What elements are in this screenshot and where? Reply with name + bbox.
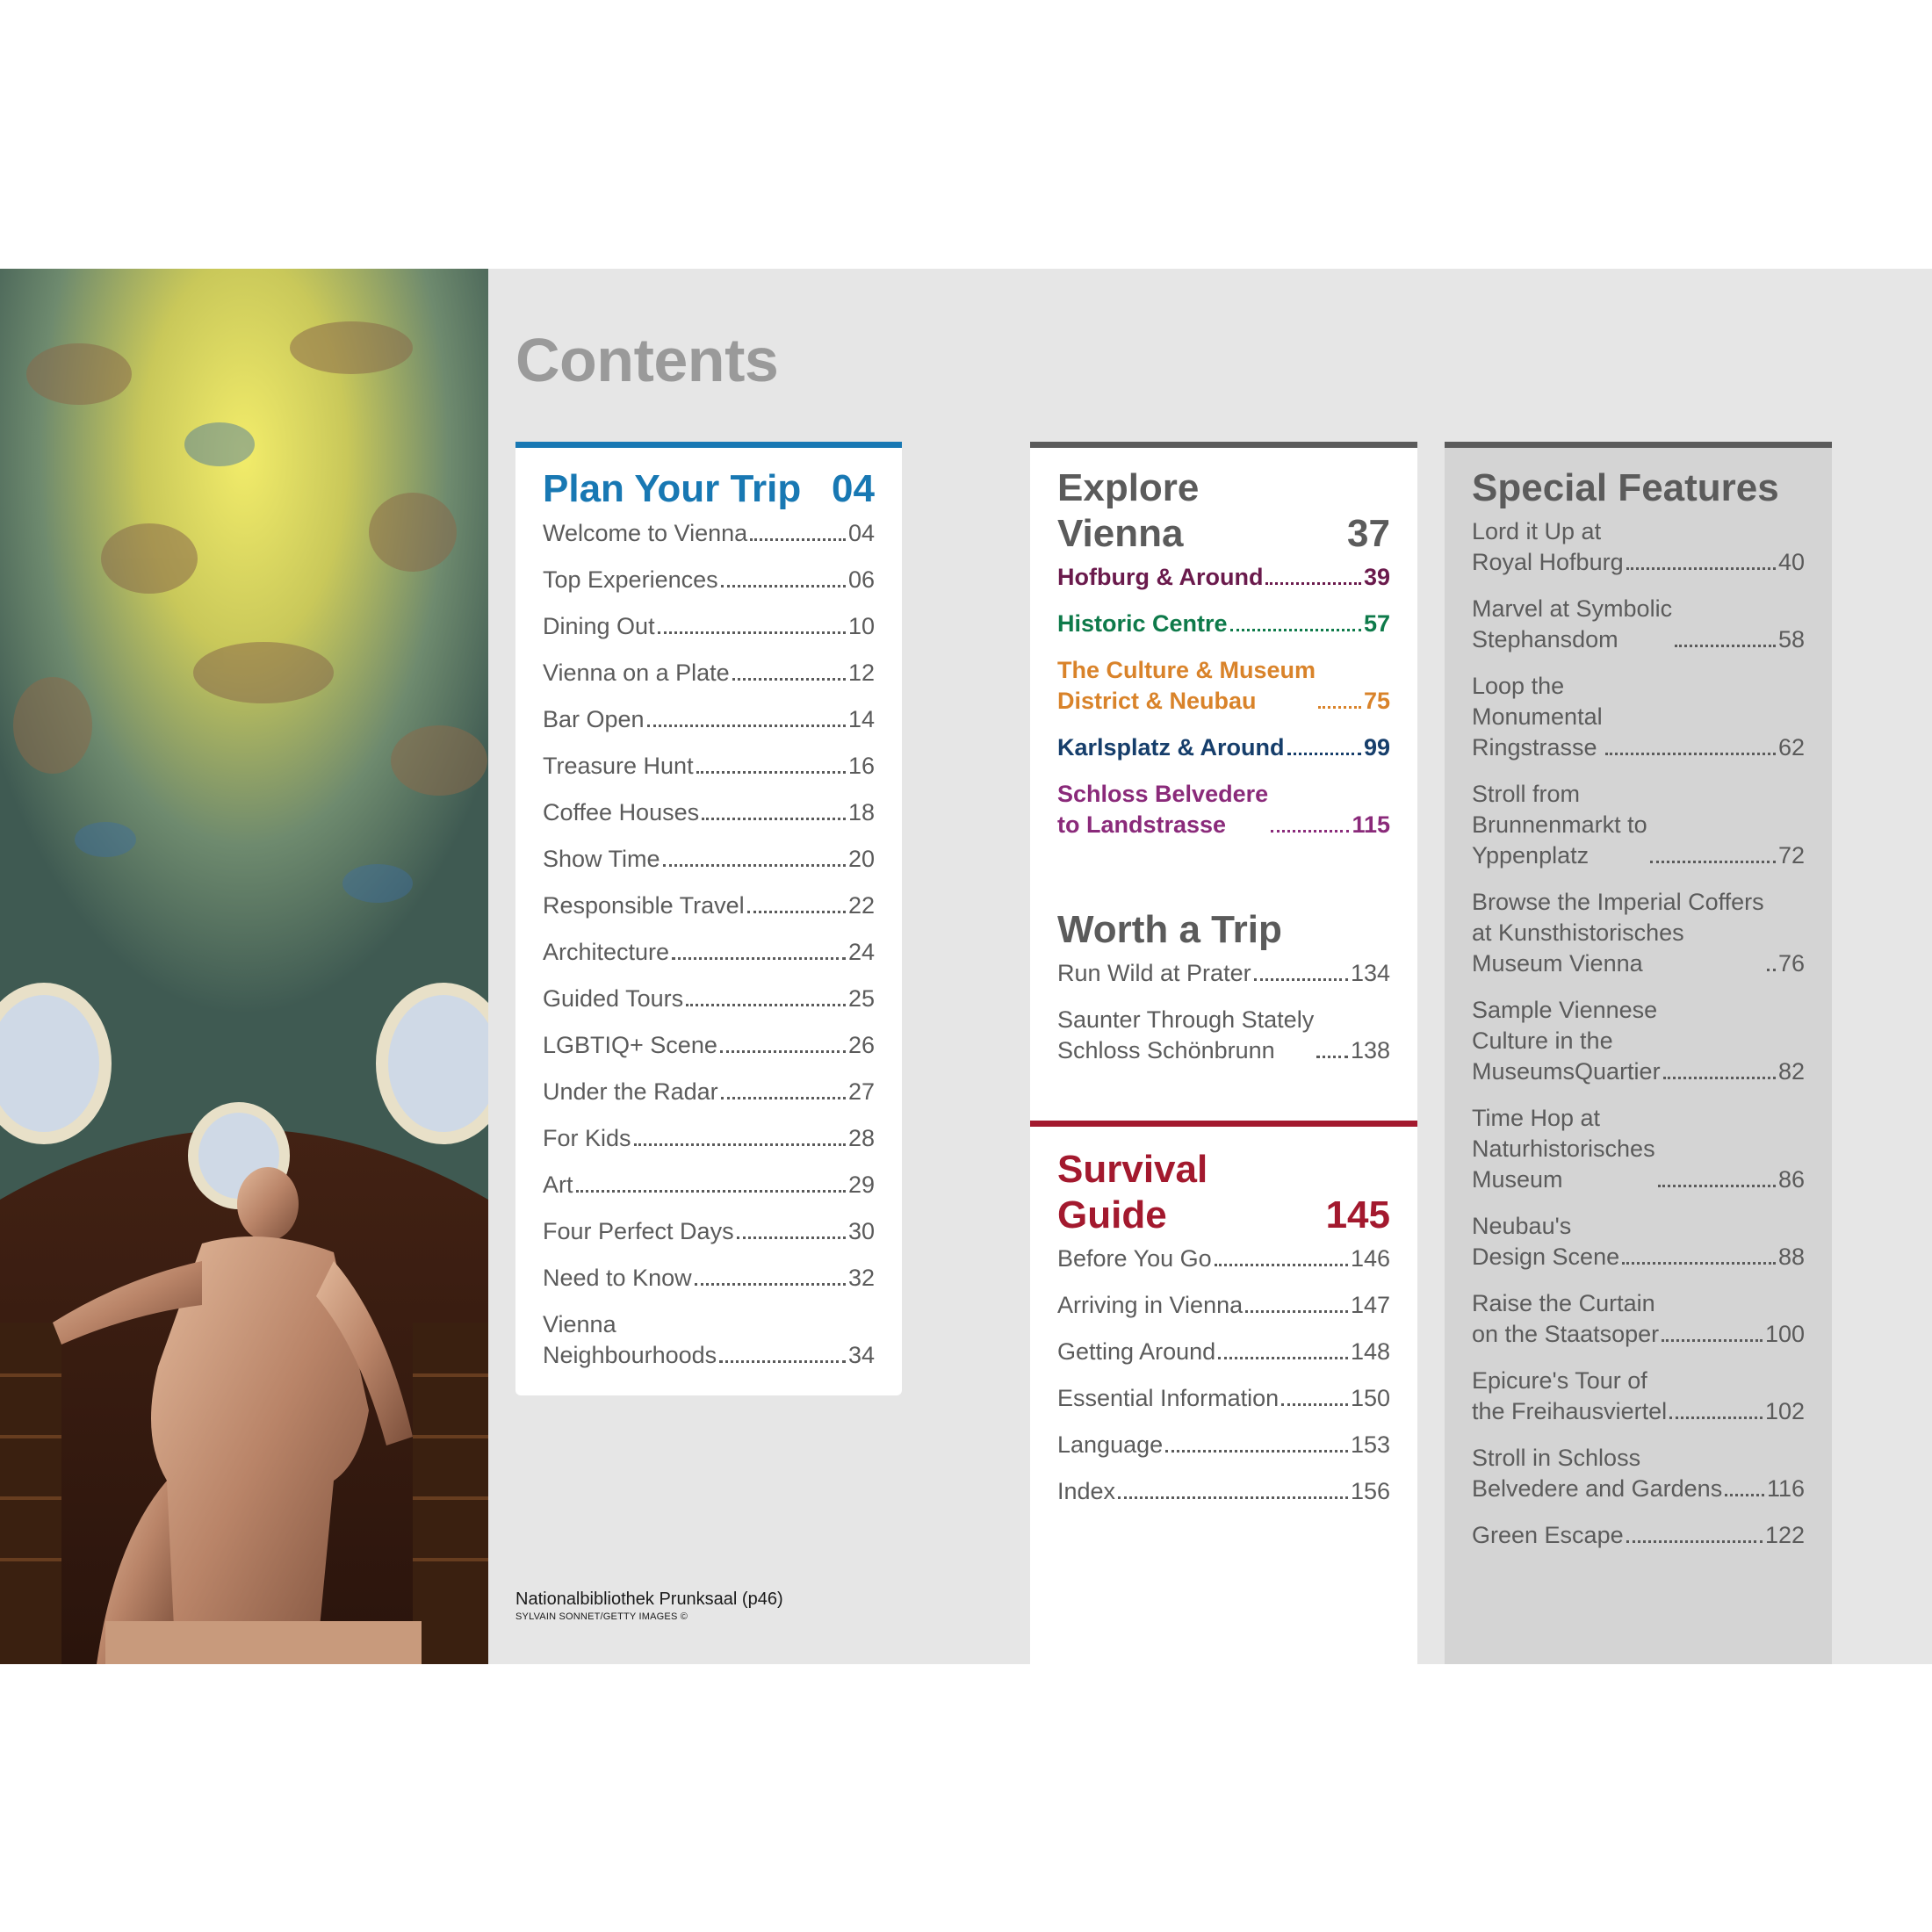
section-page: 04 bbox=[832, 467, 875, 510]
toc-entry[interactable] bbox=[543, 937, 875, 968]
toc-entry[interactable] bbox=[1472, 1211, 1805, 1272]
dot-leader bbox=[1669, 1417, 1763, 1419]
toc-entry[interactable] bbox=[543, 611, 875, 642]
toc-entry-page: 156 bbox=[1350, 1478, 1390, 1504]
toc-entry-page: 14 bbox=[847, 706, 875, 732]
dot-leader bbox=[1622, 1262, 1776, 1265]
dot-leader bbox=[1287, 753, 1361, 755]
plan-your-trip-panel bbox=[515, 442, 902, 1395]
toc-entry[interactable] bbox=[1057, 1337, 1390, 1367]
explore-vienna-list bbox=[1057, 562, 1390, 840]
toc-entry-page: 12 bbox=[847, 660, 875, 686]
dot-leader bbox=[1281, 1403, 1348, 1406]
toc-entry-page: 100 bbox=[1764, 1321, 1805, 1347]
toc-entry[interactable] bbox=[1057, 1430, 1390, 1460]
plan-your-trip-heading[interactable] bbox=[543, 465, 875, 513]
toc-entry-label: LGBTIQ+ Scene bbox=[543, 1032, 717, 1058]
dot-leader bbox=[702, 818, 846, 820]
toc-entry[interactable] bbox=[1472, 671, 1805, 763]
toc-entry-label: Four Perfect Days bbox=[543, 1218, 734, 1244]
section-title: Worth a Trip bbox=[1057, 908, 1282, 951]
toc-entry[interactable] bbox=[1472, 1366, 1805, 1427]
toc-entry-page: 18 bbox=[847, 799, 875, 825]
caption-title: Nationalbibliothek Prunksaal (p46) bbox=[515, 1590, 783, 1609]
toc-entry-label: Raise the Curtain on the Staatsoper bbox=[1472, 1290, 1660, 1347]
dot-leader bbox=[1245, 1310, 1348, 1313]
toc-entry-page: 30 bbox=[847, 1218, 875, 1244]
dot-leader bbox=[721, 1097, 846, 1099]
photo-caption bbox=[515, 1589, 783, 1624]
toc-entry-page: 10 bbox=[847, 613, 875, 639]
toc-entry-label: Guided Tours bbox=[543, 985, 684, 1012]
toc-entry[interactable] bbox=[543, 704, 875, 735]
worth-a-trip-heading bbox=[1057, 907, 1390, 953]
dot-leader bbox=[1165, 1450, 1348, 1453]
dot-leader bbox=[663, 864, 846, 867]
dot-leader bbox=[1316, 1056, 1348, 1058]
dot-leader bbox=[1650, 861, 1776, 863]
toc-entry[interactable] bbox=[1472, 1443, 1805, 1504]
dot-leader bbox=[1271, 830, 1349, 833]
dot-leader bbox=[1215, 1264, 1348, 1266]
dot-leader bbox=[647, 724, 846, 727]
toc-entry[interactable] bbox=[1057, 958, 1390, 989]
toc-entry-page: 115 bbox=[1352, 811, 1390, 838]
toc-entry-label: Karlsplatz & Around bbox=[1057, 734, 1285, 761]
toc-entry[interactable] bbox=[1472, 887, 1805, 979]
caption-credit: SYLVAIN SONNET/GETTY IMAGES © bbox=[515, 1611, 688, 1622]
dot-leader bbox=[1605, 753, 1776, 755]
toc-entry-page: 88 bbox=[1777, 1244, 1805, 1270]
toc-entry[interactable] bbox=[543, 1216, 875, 1247]
toc-entry-label: Time Hop at Naturhistorisches Museum bbox=[1472, 1105, 1655, 1193]
toc-entry-label: Under the Radar bbox=[543, 1078, 718, 1105]
toc-entry-page: 26 bbox=[847, 1032, 875, 1058]
toc-entry-page: 99 bbox=[1363, 734, 1390, 761]
dot-leader bbox=[1118, 1496, 1348, 1499]
toc-entry-page: 150 bbox=[1350, 1385, 1390, 1411]
toc-entry-label: Architecture bbox=[543, 939, 670, 965]
survival-guide-list bbox=[1057, 1244, 1390, 1507]
toc-entry-label: Dining Out bbox=[543, 613, 655, 639]
toc-entry-label: Epicure's Tour of the Freihausviertel bbox=[1472, 1367, 1668, 1424]
section-title: Survival Guide bbox=[1057, 1148, 1208, 1236]
section-page: 145 bbox=[1325, 1193, 1390, 1236]
toc-entry-page: 148 bbox=[1350, 1338, 1390, 1365]
toc-entry-page: 86 bbox=[1777, 1166, 1805, 1193]
dot-leader bbox=[686, 1004, 846, 1006]
toc-entry[interactable] bbox=[1057, 609, 1390, 639]
dot-leader bbox=[1663, 1077, 1776, 1079]
toc-entry-label: Art bbox=[543, 1171, 573, 1198]
toc-entry-label: For Kids bbox=[543, 1125, 631, 1151]
toc-entry-page: 72 bbox=[1777, 842, 1805, 869]
toc-entry-page: 06 bbox=[847, 566, 875, 593]
dot-leader bbox=[1675, 645, 1776, 647]
toc-entry[interactable] bbox=[1472, 516, 1805, 578]
toc-entry-page: 146 bbox=[1350, 1245, 1390, 1272]
toc-entry[interactable] bbox=[543, 1030, 875, 1061]
toc-entry-page: 34 bbox=[847, 1342, 875, 1368]
toc-entry[interactable] bbox=[543, 984, 875, 1014]
dot-leader bbox=[1254, 978, 1348, 981]
toc-entry-label: Bar Open bbox=[543, 706, 645, 732]
dot-leader bbox=[672, 957, 846, 960]
toc-entry[interactable] bbox=[543, 844, 875, 875]
section-page: 37 bbox=[1347, 512, 1390, 555]
toc-entry[interactable] bbox=[1057, 1383, 1390, 1414]
toc-entry-label: Treasure Hunt bbox=[543, 753, 694, 779]
toc-entry[interactable] bbox=[1472, 779, 1805, 871]
survival-guide-divider bbox=[1030, 1121, 1417, 1127]
toc-entry-label: Historic Centre bbox=[1057, 610, 1228, 637]
toc-entry-label: Welcome to Vienna bbox=[543, 520, 748, 546]
toc-entry-label: Loop the Monumental Ringstrasse bbox=[1472, 673, 1603, 761]
dot-leader bbox=[1767, 969, 1776, 971]
toc-entry-label: Vienna Neighbourhoods bbox=[543, 1311, 717, 1368]
dot-leader bbox=[696, 771, 846, 774]
toc-entry-label: Need to Know bbox=[543, 1265, 692, 1291]
toc-entry-page: 28 bbox=[847, 1125, 875, 1151]
toc-entry[interactable] bbox=[543, 658, 875, 688]
section-title: Plan Your Trip bbox=[543, 467, 802, 510]
special-features-panel bbox=[1445, 442, 1832, 1664]
toc-entry[interactable] bbox=[1057, 732, 1390, 763]
toc-entry[interactable] bbox=[543, 565, 875, 595]
dot-leader bbox=[721, 585, 846, 588]
dot-leader bbox=[737, 1236, 846, 1239]
section-title: Explore Vienna bbox=[1057, 466, 1200, 555]
dot-leader bbox=[1265, 582, 1361, 585]
toc-entry-label: Vienna on a Plate bbox=[543, 660, 730, 686]
toc-entry-label: Browse the Imperial Coffers at Kunsthistorisches Museum Vienna bbox=[1472, 889, 1764, 977]
contents-spread bbox=[0, 269, 1932, 1664]
toc-entry-label: Saunter Through Stately Schloss Schönbrunn bbox=[1057, 1006, 1315, 1063]
dot-leader bbox=[747, 911, 846, 913]
toc-entry[interactable] bbox=[1057, 1244, 1390, 1274]
toc-entry-label: Coffee Houses bbox=[543, 799, 700, 825]
dot-leader bbox=[1626, 567, 1776, 570]
dot-leader bbox=[750, 538, 846, 541]
dot-leader bbox=[1318, 706, 1361, 709]
toc-entry-page: 102 bbox=[1764, 1398, 1805, 1424]
toc-entry-label: Getting Around bbox=[1057, 1338, 1216, 1365]
toc-entry[interactable] bbox=[1472, 1288, 1805, 1350]
toc-entry-page: 22 bbox=[847, 892, 875, 919]
dot-leader bbox=[1218, 1357, 1348, 1359]
toc-entry[interactable] bbox=[543, 1123, 875, 1154]
toc-entry-label: Arriving in Vienna bbox=[1057, 1292, 1244, 1318]
toc-entry-label: Sample Viennese Culture in the MuseumsQuartier bbox=[1472, 997, 1661, 1085]
toc-entry-page: 75 bbox=[1363, 688, 1390, 714]
toc-entry-page: 39 bbox=[1363, 564, 1390, 590]
toc-entry-page: 58 bbox=[1777, 626, 1805, 652]
toc-entry[interactable] bbox=[543, 1077, 875, 1107]
dot-leader bbox=[634, 1143, 846, 1146]
dot-leader bbox=[719, 1360, 846, 1363]
dot-leader bbox=[1662, 1339, 1763, 1342]
toc-entry[interactable] bbox=[1472, 995, 1805, 1087]
toc-entry[interactable] bbox=[543, 751, 875, 782]
toc-entry-label: The Culture & Museum District & Neubau bbox=[1057, 657, 1316, 714]
library-statue-photo bbox=[0, 269, 488, 1664]
toc-entry-label: Language bbox=[1057, 1431, 1164, 1458]
toc-entry-label: Run Wild at Prater bbox=[1057, 960, 1251, 986]
toc-entry[interactable] bbox=[543, 1309, 875, 1371]
toc-entry-page: 04 bbox=[847, 520, 875, 546]
toc-entry[interactable] bbox=[1057, 1476, 1390, 1507]
dot-leader bbox=[1658, 1185, 1776, 1187]
special-features-heading bbox=[1472, 465, 1805, 511]
toc-entry-page: 25 bbox=[847, 985, 875, 1012]
dot-leader bbox=[1725, 1494, 1764, 1496]
dot-leader bbox=[658, 631, 846, 634]
toc-entry-page: 57 bbox=[1363, 610, 1390, 637]
toc-entry-page: 20 bbox=[847, 846, 875, 872]
toc-entry-page: 76 bbox=[1777, 950, 1805, 977]
toc-entry-label: Essential Information bbox=[1057, 1385, 1280, 1411]
toc-entry-page: 138 bbox=[1350, 1037, 1390, 1063]
survival-guide-heading[interactable] bbox=[1057, 1147, 1390, 1238]
toc-entry-label: Marvel at Symbolic Stephansdom bbox=[1472, 595, 1673, 652]
toc-entry[interactable] bbox=[1472, 594, 1805, 655]
toc-entry-label: Before You Go bbox=[1057, 1245, 1212, 1272]
toc-entry-page: 122 bbox=[1764, 1522, 1805, 1548]
toc-entry-label: Responsible Travel bbox=[543, 892, 745, 919]
toc-entry[interactable] bbox=[1057, 779, 1390, 840]
section-title: Special Features bbox=[1472, 466, 1779, 509]
toc-entry-page: 29 bbox=[847, 1171, 875, 1198]
toc-entry[interactable] bbox=[543, 1170, 875, 1200]
explore-vienna-heading[interactable] bbox=[1057, 465, 1390, 557]
toc-entry-label: Stroll in Schloss Belvedere and Gardens bbox=[1472, 1445, 1723, 1502]
dot-leader bbox=[732, 678, 846, 681]
toc-entry[interactable] bbox=[1472, 1103, 1805, 1195]
toc-entry[interactable] bbox=[1057, 1005, 1390, 1066]
toc-entry[interactable] bbox=[1057, 1290, 1390, 1321]
plan-your-trip-list bbox=[543, 518, 875, 1371]
dot-leader bbox=[1626, 1540, 1763, 1543]
toc-entry[interactable] bbox=[543, 797, 875, 828]
special-features-list bbox=[1472, 516, 1805, 1551]
toc-entry[interactable] bbox=[543, 1263, 875, 1294]
toc-entry-page: 147 bbox=[1350, 1292, 1390, 1318]
dot-leader bbox=[576, 1190, 846, 1193]
toc-entry-page: 24 bbox=[847, 939, 875, 965]
worth-a-trip-list bbox=[1057, 958, 1390, 1066]
page-title: Contents bbox=[515, 326, 779, 394]
toc-entry-label: Green Escape bbox=[1472, 1522, 1624, 1548]
toc-entry-page: 62 bbox=[1777, 734, 1805, 761]
toc-entry-label: Neubau's Design Scene bbox=[1472, 1213, 1620, 1270]
toc-entry-label: Stroll from Brunnenmarkt to Yppenplatz bbox=[1472, 781, 1647, 869]
toc-entry-page: 16 bbox=[847, 753, 875, 779]
toc-entry-label: Top Experiences bbox=[543, 566, 718, 593]
dot-leader bbox=[1230, 629, 1361, 631]
toc-entry-label: Lord it Up at Royal Hofburg bbox=[1472, 518, 1624, 575]
toc-entry-page: 32 bbox=[847, 1265, 875, 1291]
toc-entry[interactable] bbox=[1057, 562, 1390, 593]
toc-entry-label: Hofburg & Around bbox=[1057, 564, 1264, 590]
toc-entry-label: Schloss Belvedere to Landstrasse bbox=[1057, 781, 1269, 838]
toc-entry[interactable] bbox=[543, 518, 875, 549]
dot-leader bbox=[720, 1050, 846, 1053]
toc-entry-page: 82 bbox=[1777, 1058, 1805, 1085]
toc-entry-label: Index bbox=[1057, 1478, 1116, 1504]
toc-entry-page: 134 bbox=[1350, 960, 1390, 986]
dot-leader bbox=[695, 1283, 846, 1286]
toc-entry-page: 27 bbox=[847, 1078, 875, 1105]
toc-entry[interactable] bbox=[543, 890, 875, 921]
toc-entry[interactable] bbox=[1472, 1520, 1805, 1551]
toc-entry-label: Show Time bbox=[543, 846, 660, 872]
explore-panel bbox=[1030, 442, 1417, 1664]
toc-entry-page: 153 bbox=[1350, 1431, 1390, 1458]
toc-entry-page: 40 bbox=[1777, 549, 1805, 575]
toc-entry[interactable] bbox=[1057, 655, 1390, 717]
toc-entry-page: 116 bbox=[1766, 1475, 1805, 1502]
